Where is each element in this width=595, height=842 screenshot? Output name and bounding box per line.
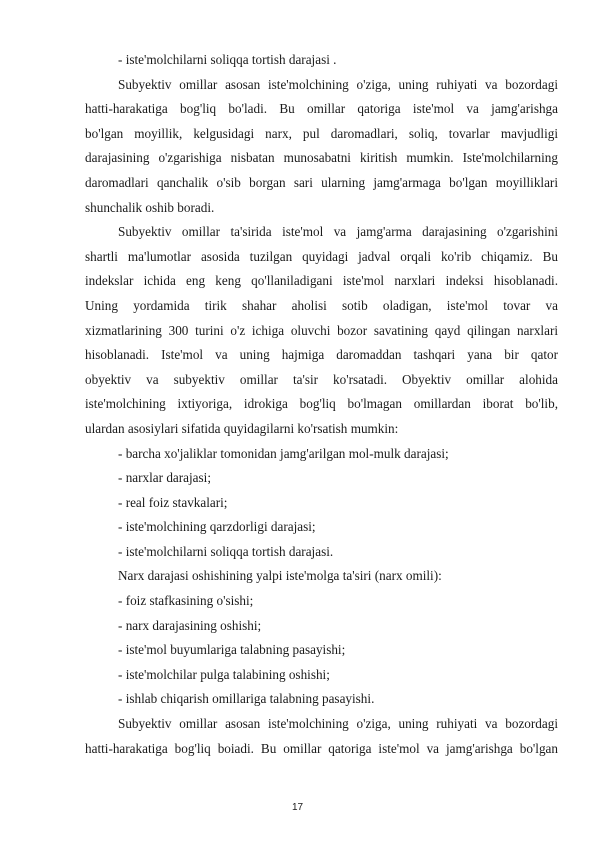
text-line: iste'molchining ixtiyoriga, idrokiga bog'liq bo'lmagan omillardan iborat bo'lib, — [85, 396, 558, 412]
text-line: obyektiv va subyektiv omillar ta'sir ko'rsatadi. Obyektiv omillar alohida — [85, 371, 558, 387]
text-line: Subyektiv omillar asosan iste'molchining o'ziga, uning ruhiyati va bozordagi — [118, 716, 558, 732]
text-line: Narx darajasi oshishining yalpi iste'molga ta'siri (narx omili): — [118, 568, 442, 584]
text-line: Subyektiv omillar ta'sirida iste'mol va jamg'arma darajasining o'zgarishini — [118, 224, 558, 240]
text-line: hatti-harakatiga bog'liq bo'ladi. Bu omillar qatoriga iste'mol va jamg'arishga — [85, 101, 558, 117]
text-line: - barcha xo'jaliklar tomonidan jamg'arilgan mol-mulk darajasi; — [118, 445, 449, 461]
text-line: - iste'molchilar pulga talabining oshishi; — [118, 666, 330, 682]
text-line: shartli ma'lumotlar asosida tuzilgan quyidagi jadval orqali ko'rib chiqamiz. Bu — [85, 248, 558, 264]
text-line: - narx darajasining oshishi; — [118, 617, 262, 633]
text-line: - real foiz stavkalari; — [118, 494, 228, 510]
text-line: Subyektiv omillar asosan iste'molchining o'ziga, uning ruhiyati va bozordagi — [118, 76, 558, 92]
text-line: hatti-harakatiga bog'liq boiadi. Bu omillar qatoriga iste'mol va jamg'arishga bo'lgan — [85, 740, 558, 756]
text-line: - iste'mol buyumlariga talabning pasayishi; — [118, 642, 346, 658]
text-line: - iste'molchilarni soliqqa tortish darajasi. — [118, 543, 334, 559]
text-line: - narxlar darajasi; — [118, 470, 211, 486]
text-line: ulardan asosiylari sifatida quyidagilarni ko'rsatish mumkin: — [85, 420, 399, 436]
text-line: shunchalik oshib boradi. — [85, 199, 215, 215]
text-line: xizmatlarining 300 turini o'z ichiga oluvchi bozor savatining qayd qilingan narxlari — [85, 322, 558, 338]
text-line: - foiz stafkasining o'sishi; — [118, 593, 254, 609]
text-line: hisoblanadi. Iste'mol va uning hajmiga daromaddan tashqari yana bir qator — [85, 347, 558, 363]
text-line: darajasining o'zgarishiga nisbatan munosabatni kiritish mumkin. Iste'molchilarning — [85, 150, 558, 166]
text-line: indekslar ichida eng keng qo'llaniladigani iste'mol narxlari indeksi hisoblanadi. — [85, 273, 558, 289]
text-line: - iste'molchining qarzdorligi darajasi; — [118, 519, 316, 535]
text-line: Uning yordamida tirik shahar aholisi sotib oladigan, iste'mol tovar va — [85, 297, 558, 313]
text-line: bo'lgan moyillik, kelgusidagi narx, pul daromadlari, soliq, tovarlar mavjudligi — [85, 125, 558, 141]
document-body — [85, 48, 558, 761]
page-number: 17 — [291, 802, 304, 813]
text-line: - iste'molchilarni soliqqa tortish darajasi . — [118, 52, 337, 67]
text-line: - ishlab chiqarish omillariga talabning pasayishi. — [118, 691, 375, 707]
text-line: daromadlari qanchalik o'sib borgan sari ularning jamg'armaga bo'lgan moyilliklari — [85, 174, 558, 190]
